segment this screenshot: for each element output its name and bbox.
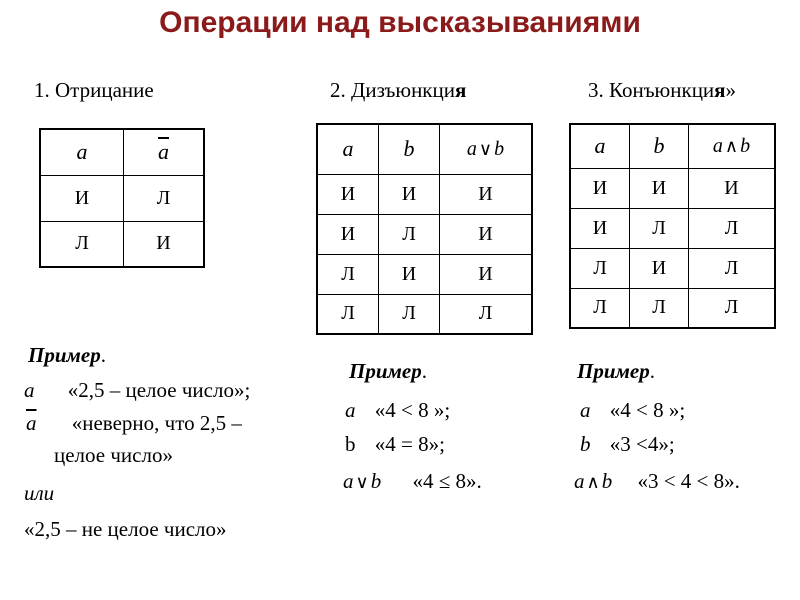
table-header — [124, 129, 205, 175]
table-cell: И — [570, 208, 630, 248]
table-cell: Л — [570, 288, 630, 328]
example-header — [28, 342, 106, 368]
negation-table — [39, 128, 205, 268]
var-a: a — [580, 398, 591, 422]
table-header: b — [630, 124, 689, 168]
var-a: a — [345, 398, 356, 422]
example-header-text: Пример — [349, 359, 422, 383]
table-cell: Л — [630, 208, 689, 248]
example-header-dot: . — [421, 359, 427, 383]
table-cell: Л — [570, 248, 630, 288]
and-operator-icon: ∧ — [586, 472, 600, 493]
conjunction-table — [569, 123, 776, 329]
table-cell: И — [124, 221, 205, 267]
table-cell: И — [379, 174, 440, 214]
table-cell: И — [630, 168, 689, 208]
conjunction-heading-part: » — [725, 78, 737, 102]
table-header — [689, 124, 776, 168]
table-header: b — [379, 124, 440, 174]
negation-heading: 1. Отрицание — [34, 78, 154, 102]
table-header — [440, 124, 533, 174]
disjunction-table — [316, 123, 533, 335]
var-b: b — [580, 432, 591, 456]
example-text: «4 < 8 »; — [609, 398, 686, 422]
table-cell: И — [440, 254, 533, 294]
table-cell: Л — [124, 175, 205, 221]
example-text: «неверно, что 2,5 – — [71, 411, 242, 435]
example-text: «4 ≤ 8». — [412, 469, 482, 493]
table-cell: Л — [317, 294, 379, 334]
or-operator-icon: ∨ — [478, 138, 493, 160]
table-cell: Л — [630, 288, 689, 328]
disjunction-heading-part: ъюнкци — [384, 78, 455, 102]
var-a: a — [712, 134, 723, 157]
disjunction-heading-part: 2. Ди — [330, 78, 377, 102]
example-text: «2,5 – не целое число» — [24, 517, 227, 541]
negated-a-symbol: $\overline{a}$ — [26, 411, 37, 435]
disjunction-heading-part: з — [376, 78, 385, 102]
table-cell: И — [630, 248, 689, 288]
page-title: Операции над высказываниями — [159, 6, 641, 39]
example-negation — [28, 342, 106, 368]
example-conjunction-header — [577, 358, 655, 384]
table-cell: И — [317, 174, 379, 214]
var-a: a — [24, 378, 35, 402]
table-header: a — [570, 124, 630, 168]
table-cell: Л — [689, 288, 776, 328]
var-b: b — [494, 137, 505, 160]
table-cell: Л — [689, 248, 776, 288]
example-disjunction-line — [345, 431, 445, 457]
example-header-text: Пример — [577, 359, 650, 383]
table-cell: И — [689, 168, 776, 208]
table-cell: Л — [40, 221, 124, 267]
example-text: «4 = 8»; — [374, 432, 445, 456]
table-cell: И — [570, 168, 630, 208]
example-text: целое число» — [54, 443, 173, 467]
table-cell: Л — [440, 294, 533, 334]
example-negation-line — [26, 410, 242, 436]
conjunction-heading — [588, 78, 736, 103]
and-operator-icon: ∧ — [724, 135, 739, 157]
table-cell: И — [440, 174, 533, 214]
table-cell: И — [440, 214, 533, 254]
disjunction-heading-part: я — [454, 78, 467, 102]
var-b: b — [370, 469, 382, 493]
table-cell: Л — [689, 208, 776, 248]
example-disjunction-line — [345, 397, 450, 423]
table-header: a — [317, 124, 379, 174]
negated-a-symbol: $\overline{a}$ — [158, 139, 169, 165]
example-or: или — [24, 481, 55, 505]
conjunction-heading-part: я — [714, 78, 726, 102]
disjunction-heading — [330, 78, 466, 103]
example-header-dot: . — [649, 359, 655, 383]
var-a: a — [343, 469, 354, 493]
example-disjunction-line — [343, 468, 482, 495]
example-text: «2,5 – целое число»; — [67, 378, 251, 402]
example-header-text: Пример — [28, 343, 101, 367]
conjunction-heading-part: 3. Конъюнкци — [588, 78, 715, 102]
example-conjunction-line — [580, 397, 685, 423]
var-a: a — [574, 469, 585, 493]
or-operator-icon: ∨ — [355, 472, 369, 493]
example-text: «3 < 4 < 8». — [637, 469, 740, 493]
example-text: «3 <4»; — [609, 432, 675, 456]
table-cell: Л — [317, 254, 379, 294]
table-cell: И — [317, 214, 379, 254]
example-conjunction-line — [574, 468, 740, 495]
table-header: a — [40, 129, 124, 175]
var-b: b — [740, 134, 751, 157]
example-text: «4 < 8 »; — [374, 398, 451, 422]
example-disjunction-header — [349, 358, 427, 384]
table-cell: И — [40, 175, 124, 221]
example-header-dot: . — [100, 343, 106, 367]
var-b: b — [601, 469, 613, 493]
example-conjunction-line — [580, 431, 675, 457]
table-cell: И — [379, 254, 440, 294]
var-b: b — [345, 432, 356, 456]
table-cell: Л — [379, 294, 440, 334]
table-cell: Л — [379, 214, 440, 254]
var-a: a — [466, 137, 477, 160]
example-negation-line — [24, 377, 250, 403]
